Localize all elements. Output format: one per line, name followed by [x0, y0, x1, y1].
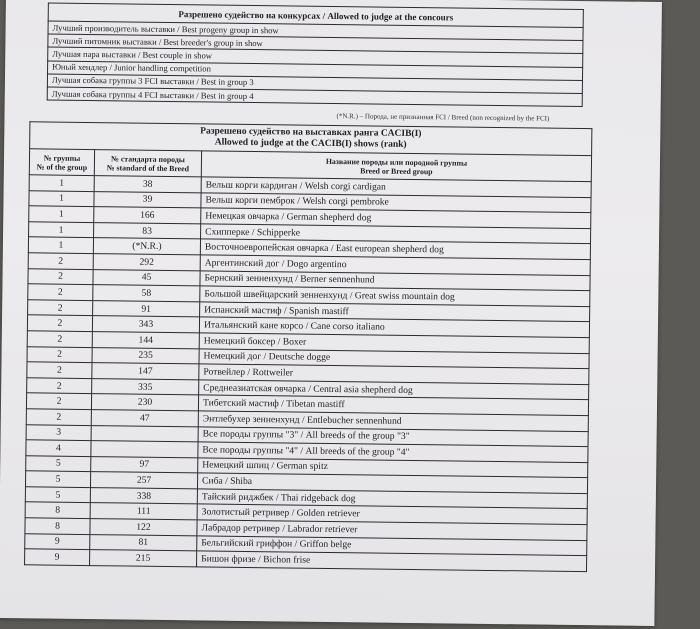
cell-group: 3: [26, 424, 91, 440]
cell-group: 2: [28, 300, 93, 316]
cell-group: 9: [25, 549, 90, 565]
cell-standard: 257: [90, 472, 197, 489]
cacib-rows: [25, 175, 592, 572]
cell-standard: 83: [94, 222, 201, 239]
cell-group: 2: [27, 331, 92, 347]
cacib-table: [24, 121, 592, 572]
cell-standard: 335: [92, 378, 199, 395]
cell-group: 2: [27, 315, 92, 331]
cell-group: 8: [25, 502, 90, 518]
cell-group: 1: [29, 190, 94, 206]
cell-standard: 122: [90, 519, 197, 536]
cell-standard: 91: [93, 300, 200, 317]
cell-group: 2: [26, 393, 91, 409]
column-header-group-en: № of the group: [36, 161, 88, 172]
cell-group: 1: [28, 237, 93, 253]
cacib-title-ru: Разрешено судейство на выставках ранга CACIB(I): [200, 126, 422, 140]
cell-standard: 81: [90, 534, 197, 551]
cell-group: 5: [25, 471, 90, 487]
cell-breed: Большой швейцарский зенненхунд / Great swiss mountain dog: [200, 286, 590, 306]
cell-breed: Аргентинский дог / Dogo argentino: [200, 255, 590, 275]
contests-item: Юный хендлер / Junior handling competition: [48, 61, 583, 81]
cell-breed: Тибетский мастиф / Tibetan mastiff: [198, 395, 588, 415]
cell-breed: Бернский зенненхунд / Berner sennenhund: [200, 270, 590, 290]
cell-standard: 38: [94, 176, 201, 193]
cell-breed: Среднеазиатская овчарка / Central asia shepherd dog: [199, 380, 589, 400]
cacib-title-en: Allowed to judge at the CACIB(I) shows (rank): [214, 137, 407, 150]
contests-table: [47, 3, 584, 108]
contests-item: Лучший производитель выставки / Best progeny group in show: [48, 21, 583, 41]
cell-standard: 97: [91, 456, 198, 473]
cell-breed: Испанский мастиф / Spanish mastiff: [200, 302, 590, 322]
cell-standard: 215: [90, 550, 197, 567]
cell-standard: 111: [90, 503, 197, 520]
cell-breed: Тайский риджбек / Thai ridgeback dog: [197, 489, 587, 509]
cell-breed: Восточноевропейская овчарка / East european shepherd dog: [200, 239, 590, 259]
cell-standard: 58: [93, 285, 200, 302]
cell-standard: 235: [92, 347, 199, 364]
cell-standard: 45: [93, 269, 200, 286]
cell-breed: Немецкий шпиц / German spitz: [198, 458, 588, 478]
cell-standard: 47: [91, 409, 198, 426]
contests-item: Лучшая собака группы 3 FCI выставки / Best in group 3: [47, 74, 582, 94]
cell-breed: Схипперке / Schipperke: [201, 224, 591, 244]
cell-breed: Немецкий боксер / Boxer: [199, 333, 589, 353]
column-header-group: [29, 149, 94, 176]
column-header-standard: [94, 150, 201, 177]
cell-standard: 144: [92, 332, 199, 349]
cell-breed: Немецкий дог / Deutsche dogge: [199, 348, 589, 368]
cell-breed: Лабрадор ретривер / Labrador retriever: [197, 520, 587, 540]
cell-group: 2: [28, 253, 93, 269]
cell-standard: 39: [94, 191, 201, 208]
cell-group: 2: [27, 362, 92, 378]
cell-standard: [91, 441, 198, 458]
cell-breed: Бишон фризе / Bichon frise: [197, 551, 587, 571]
cell-group: 2: [28, 268, 93, 284]
column-header-standard-en: № standard of the Breed: [106, 162, 190, 173]
column-header-standard-ru: № стандарта породы: [111, 153, 185, 164]
contests-title: Разрешено судейство на конкурсах / Allowed to judge at the concours: [48, 3, 583, 28]
contests-item: Лучшая собака группы 4 FCI выставки / Best in group 4: [47, 87, 582, 107]
cell-standard: 338: [90, 487, 197, 504]
cell-breed: Ротвейлер / Rottweiler: [199, 364, 589, 384]
cell-standard: 343: [92, 316, 199, 333]
cell-standard: 147: [92, 363, 199, 380]
cell-group: 8: [25, 518, 90, 534]
cell-standard: 292: [93, 254, 200, 271]
cell-breed: Все породы группы "4" / All breeds of the group "4": [198, 442, 588, 462]
column-header-breed-ru: Название породы или породной группы: [325, 156, 468, 168]
column-header-group-ru: № группы: [43, 152, 81, 163]
cell-breed: Энтлебухер зенненхунд / Entlebucher sennenhund: [198, 411, 588, 431]
contests-item: Лучший питомник выставки / Best breeder's group in show: [48, 34, 583, 54]
cell-group: 9: [25, 533, 90, 549]
cell-standard: (*N.R.): [93, 238, 200, 255]
cell-group: 5: [26, 455, 91, 471]
cell-breed: Немецкая овчарка / German shepherd dog: [201, 208, 591, 228]
cell-breed: Вельш корги кардиган / Welsh corgi cardigan: [201, 177, 591, 197]
cell-standard: 166: [94, 207, 201, 224]
cell-group: 1: [29, 222, 94, 238]
cell-group: 2: [27, 346, 92, 362]
footnote-nr: (*N.R.) – Порода, не признанная FCI / Breed (non recognized by the FCI): [336, 112, 550, 123]
contests-item: Лучшая пара выставки / Best couple in show: [48, 47, 583, 67]
cell-group: 2: [26, 409, 91, 425]
column-header-breed-en: Breed or Breed group: [360, 165, 433, 176]
cell-group: 1: [29, 206, 94, 222]
cell-group: 2: [28, 284, 93, 300]
cell-breed: Все породы группы "3" / All breeds of the group "3": [198, 426, 588, 446]
cell-breed: Золотистый ретривер / Golden retriever: [197, 504, 587, 524]
cell-breed: Бельгийский гриффон / Griffon belge: [197, 536, 587, 556]
cell-standard: 230: [91, 394, 198, 411]
cell-breed: Итальянский кане корсо / Cane corso italiano: [199, 317, 589, 337]
cell-group: 4: [26, 440, 91, 456]
cell-group: 2: [27, 378, 92, 394]
cell-group: 5: [25, 487, 90, 503]
cell-breed: Сиба / Shiba: [197, 473, 587, 493]
cell-group: 1: [29, 175, 94, 191]
cell-standard: [91, 425, 198, 442]
cell-breed: Вельш корги пемброк / Welsh corgi pembroke: [201, 192, 591, 212]
